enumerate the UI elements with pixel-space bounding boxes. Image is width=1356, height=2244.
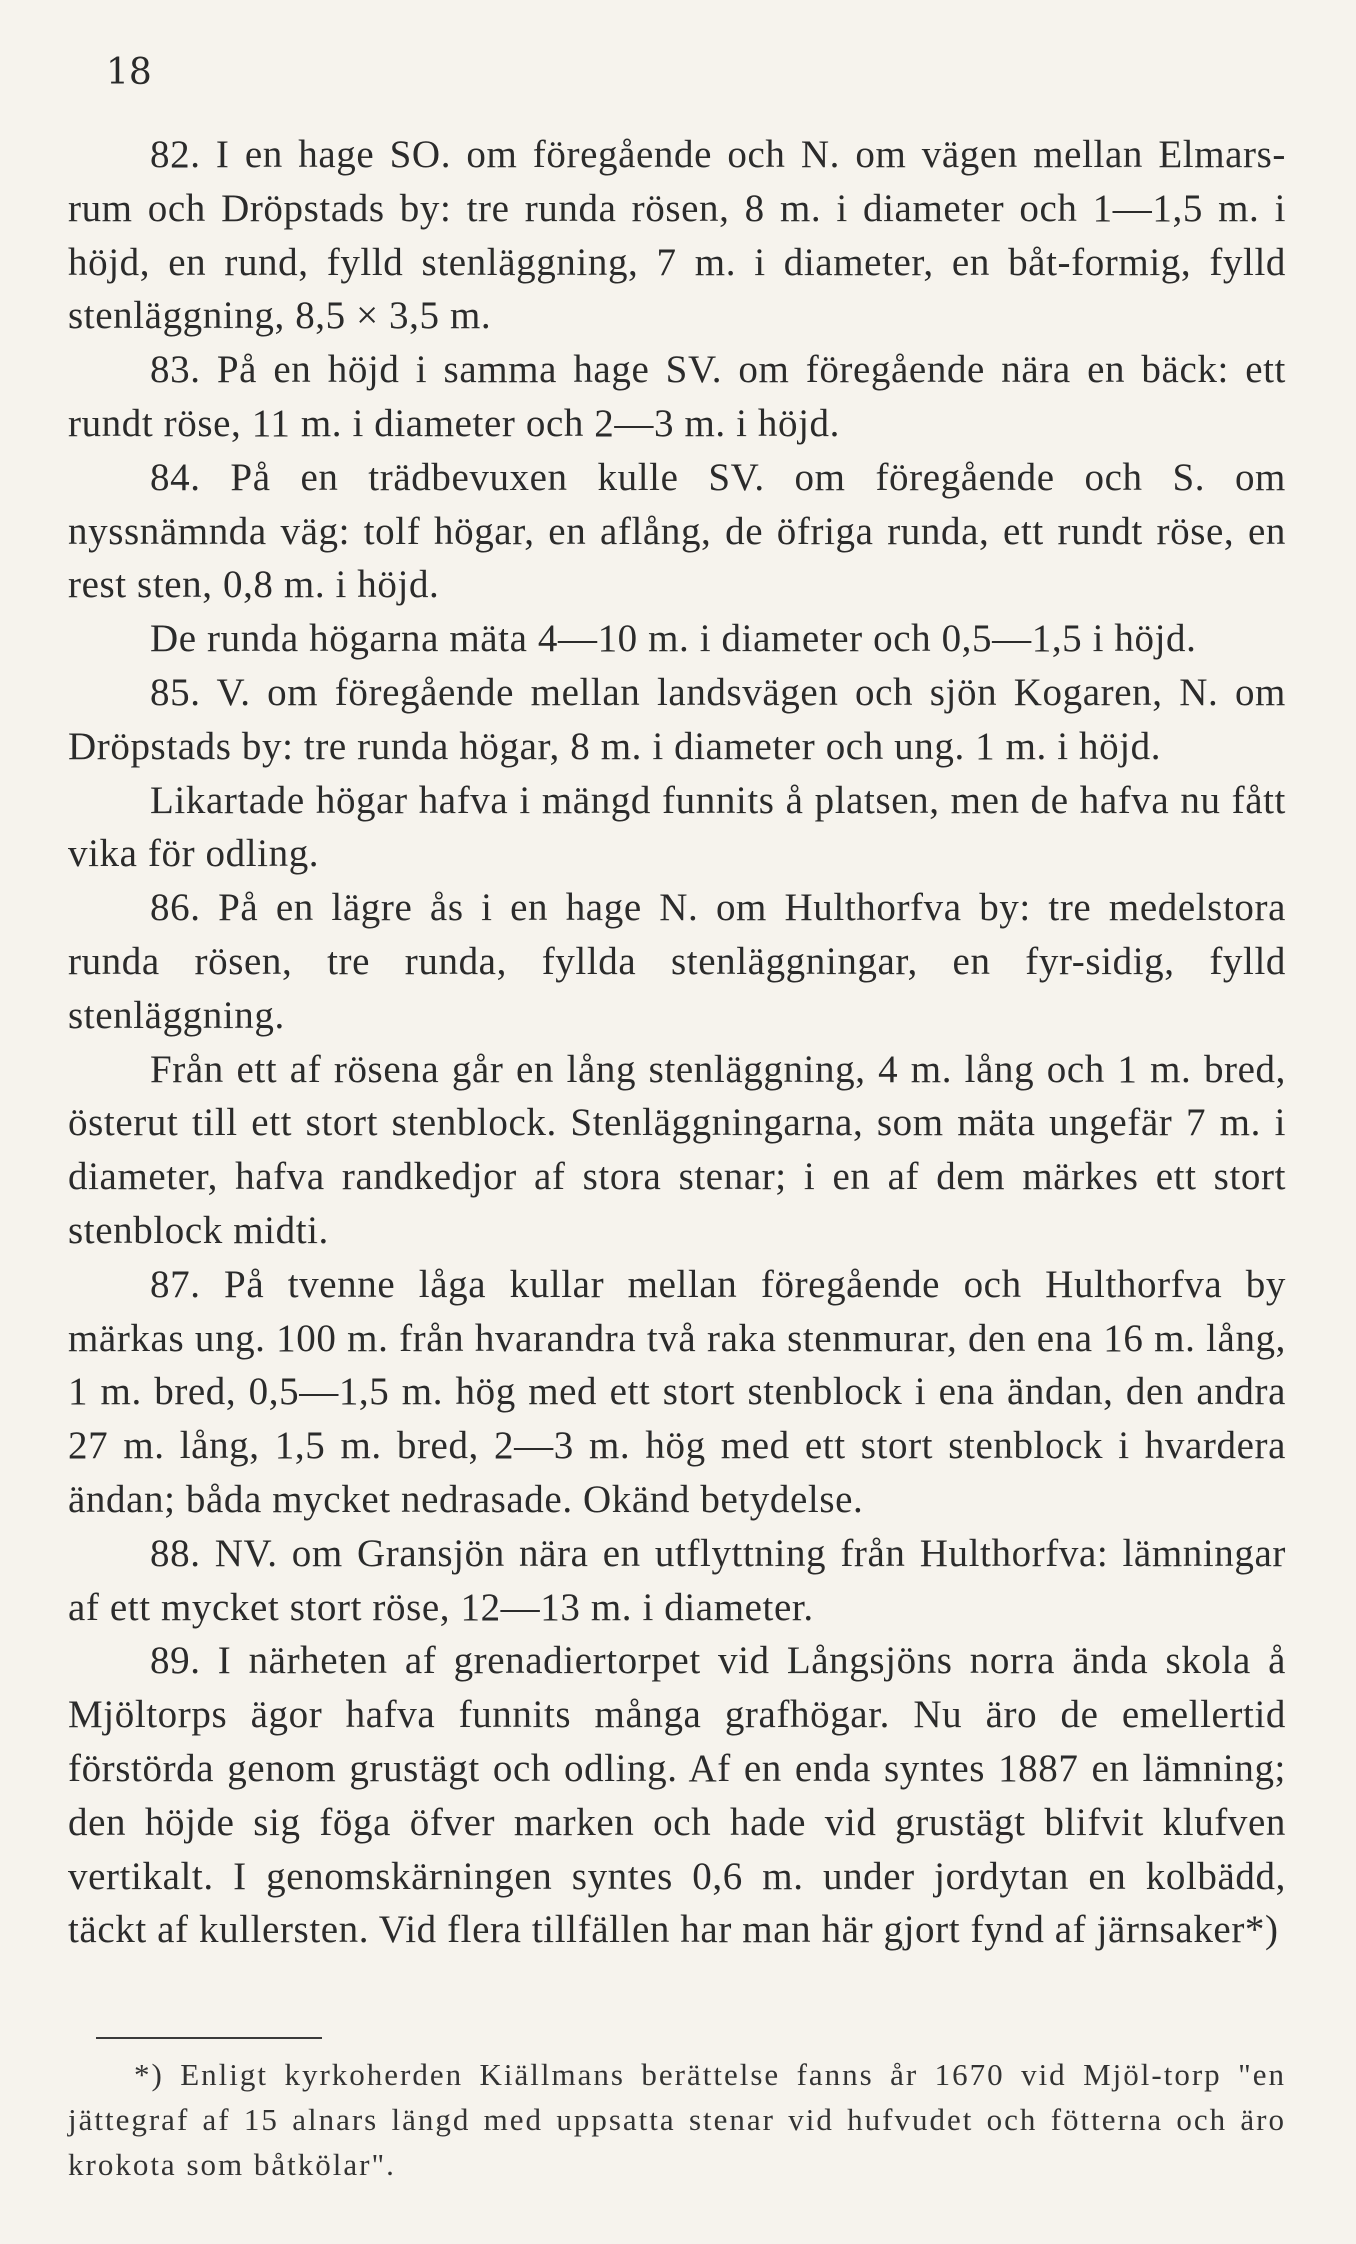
- paragraph-84-continued: De runda högarna mäta 4—10 m. i diameter och 0,5—1,5 i höjd.: [150, 617, 1197, 661]
- footnote: [68, 2052, 1286, 2187]
- paragraph-86-continued: Från ett af rösena går en lång stenläggning, 4 m. lång och 1 m. bred, österut till ett stort stenblock. Stenläggningarna, som mäta ungefär 7 m. i diameter, hafva randkedjor af stora stenar; i en af dem märkes ett stort stenblock midti.: [68, 1047, 1286, 1252]
- footnote-divider: [96, 2037, 322, 2039]
- body-text: [68, 128, 1286, 1957]
- paragraph-88: 88. NV. om Gransjön nära en utflyttning från Hulthorfva: lämningar af ett mycket stort röse, 12—13 m. i diameter.: [68, 1531, 1286, 1629]
- footnote-text: *) Enligt kyrkoherden Kiällmans berättelse fanns år 1670 vid Mjöl-torp "en jättegraf af 15 alnars längd med uppsatta stenar vid hufvudet och fötterna och äro krokota som båtkölar".: [68, 2057, 1286, 2182]
- paragraph-82: 82. I en hage SO. om föregående och N. om vägen mellan Elmars-rum och Dröpstads by: tre runda rösen, 8 m. i diameter och 1—1,5 m. i höjd, en rund, fylld stenläggning, 7 m. i diameter, en båt-formig, fylld stenläggning, 8,5 × 3,5 m.: [68, 133, 1286, 338]
- paragraph-85: 85. V. om föregående mellan landsvägen och sjön Kogaren, N. om Dröpstads by: tre runda högar, 8 m. i diameter och ung. 1 m. i höjd.: [68, 670, 1286, 768]
- paragraph-84: 84. På en trädbevuxen kulle SV. om föregående och S. om nyssnämnda väg: tolf högar, en aflång, de öfriga runda, ett rundt röse, en rest sten, 0,8 m. i höjd.: [68, 455, 1286, 607]
- paragraph-86: 86. På en lägre ås i en hage N. om Hulthorfva by: tre medelstora runda rösen, tre runda, fyllda stenläggningar, en fyr-sidig, fylld stenläggning.: [68, 886, 1286, 1037]
- page-number: 18: [106, 52, 152, 93]
- paragraph-83: 83. På en höjd i samma hage SV. om föregående nära en bäck: ett rundt röse, 11 m. i diameter och 2—3 m. i höjd.: [68, 348, 1286, 445]
- paragraph-85-continued: Likartade högar hafva i mängd funnits å platsen, men de hafva nu fått vika för odling.: [68, 778, 1286, 876]
- paragraph-87: 87. På tvenne låga kullar mellan föregående och Hulthorfva by märkas ung. 100 m. från hvarandra två raka stenmurar, den ena 16 m. lång, 1 m. bred, 0,5—1,5 m. hög med ett stort stenblock i ena ändan, den andra 27 m. lång, 1,5 m. bred, 2—3 m. hög med ett stort stenblock i hvardera ändan; båda mycket nedrasade. Okänd betydelse.: [68, 1262, 1286, 1521]
- paragraph-89: 89. I närheten af grenadiertorpet vid Långsjöns norra ända skola å Mjöltorps ägor hafva funnits många grafhögar. Nu äro de emellertid förstörda genom grustägt och odling. Af en enda syntes 1887 en lämning; den höjde sig föga öfver marken och hade vid grustägt blifvit klufven vertikalt. I genomskärningen syntes 0,6 m. under jordytan en kolbädd, täckt af kullersten. Vid flera tillfällen har man här gjort fynd af järnsaker*): [68, 1639, 1286, 1952]
